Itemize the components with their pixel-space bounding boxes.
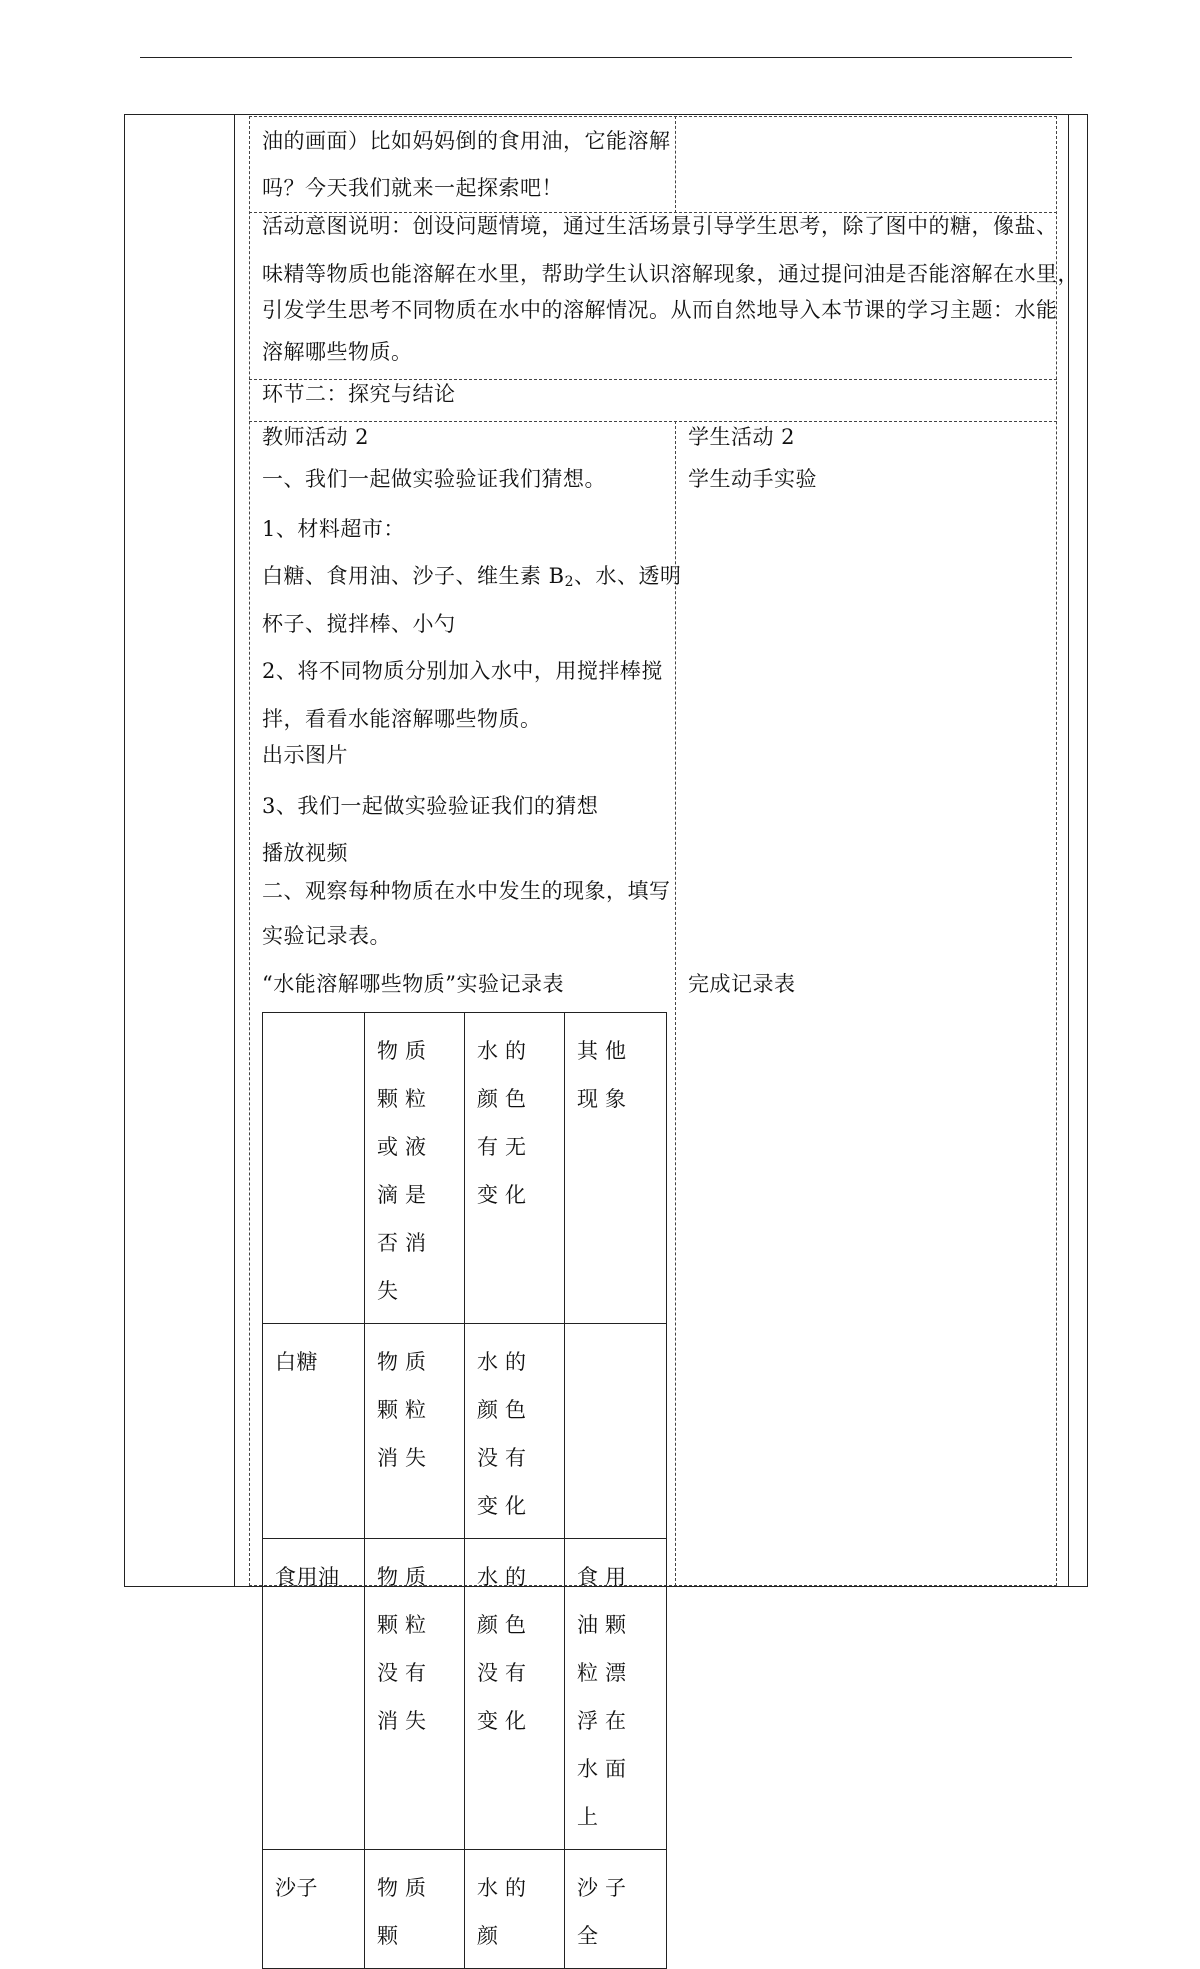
- divider-after-intro: [249, 212, 1057, 213]
- table-caption: “水能溶解哪些物质”实验记录表: [262, 972, 564, 996]
- teacher-line-4: 杯子、搅拌棒、小勺: [262, 612, 456, 636]
- table-row: [263, 1324, 667, 1539]
- intro-column-divider: [675, 116, 676, 213]
- intro-line-1: 油的画面）比如妈妈倒的食用油，它能溶解: [262, 129, 671, 153]
- teacher-line-10: 二、观察每种物质在水中发生的现象，填写: [262, 879, 671, 903]
- table-cell: 水的颜色没有变化: [465, 1324, 565, 1539]
- student-heading: 学生活动 2: [688, 425, 796, 449]
- section-title: 环节二：探究与结论: [262, 382, 456, 406]
- intent-line-4: 溶解哪些物质。: [262, 340, 413, 364]
- activity-column-divider: [675, 421, 676, 1586]
- teacher-line-2: 1、材料超市：: [262, 517, 405, 541]
- table-header-row: [263, 1013, 667, 1324]
- table-row: [263, 1539, 667, 1850]
- teacher-line-9: 播放视频: [262, 841, 348, 865]
- table-cell: [565, 1324, 667, 1539]
- materials-text-tail: 、水、透明: [574, 564, 682, 588]
- table-cell: 沙子: [263, 1850, 365, 1969]
- materials-text: 白糖、食用油、沙子、维生素 B: [262, 564, 565, 588]
- teacher-line-3: [262, 564, 682, 590]
- vitamin-subscript: 2: [564, 574, 575, 590]
- column-divider-right: [1068, 114, 1069, 1587]
- table-cell: 沙子全: [565, 1850, 667, 1969]
- table-cell: 其他现象: [565, 1013, 667, 1324]
- student-action-record: 完成记录表: [688, 972, 796, 996]
- table-cell: 物质颗粒消失: [365, 1324, 465, 1539]
- divider-after-section-title: [249, 421, 1057, 422]
- teacher-line-7: 出示图片: [262, 743, 348, 767]
- table-cell: [263, 1013, 365, 1324]
- teacher-heading: 教师活动 2: [262, 425, 370, 449]
- student-action-experiment: 学生动手实验: [688, 467, 817, 491]
- teacher-line-5: 2、将不同物质分别加入水中，用搅拌棒搅: [262, 659, 663, 683]
- table-cell: 白糖: [263, 1324, 365, 1539]
- experiment-record-table: [262, 1012, 667, 1969]
- table-cell: 食用油颗粒漂浮在水面上: [565, 1539, 667, 1850]
- divider-after-intent: [249, 379, 1057, 380]
- table-cell: 水的颜色有无变化: [465, 1013, 565, 1324]
- table-cell: 食用油: [263, 1539, 365, 1850]
- intent-line-3: 引发学生思考不同物质在水中的溶解情况。从而自然地导入本节课的学习主题：水能: [262, 298, 1058, 322]
- intent-line-1: 活动意图说明：创设问题情境，通过生活场景引导学生思考，除了图中的糖，像盐、: [262, 214, 1058, 238]
- teacher-line-8: 3、我们一起做实验验证我们的猜想: [262, 794, 599, 818]
- table-row: [263, 1850, 667, 1969]
- teacher-line-1: 一、我们一起做实验验证我们猜想。: [262, 467, 606, 491]
- table-cell: 水的颜: [465, 1850, 565, 1969]
- column-divider-left: [234, 114, 235, 1587]
- table-cell: 水的颜色没有变化: [465, 1539, 565, 1850]
- intro-line-2: 吗？今天我们就来一起探索吧！: [262, 176, 563, 200]
- teacher-line-6: 拌，看看水能溶解哪些物质。: [262, 707, 542, 731]
- header-rule: [140, 57, 1072, 58]
- table-cell: 物质颗粒没有消失: [365, 1539, 465, 1850]
- table-cell: 物质颗: [365, 1850, 465, 1969]
- table-cell: 物质颗粒或液滴是否消失: [365, 1013, 465, 1324]
- teacher-line-11: 实验记录表。: [262, 924, 391, 948]
- intent-line-2: 味精等物质也能溶解在水里，帮助学生认识溶解现象，通过提问油是否能溶解在水里，: [262, 262, 1079, 286]
